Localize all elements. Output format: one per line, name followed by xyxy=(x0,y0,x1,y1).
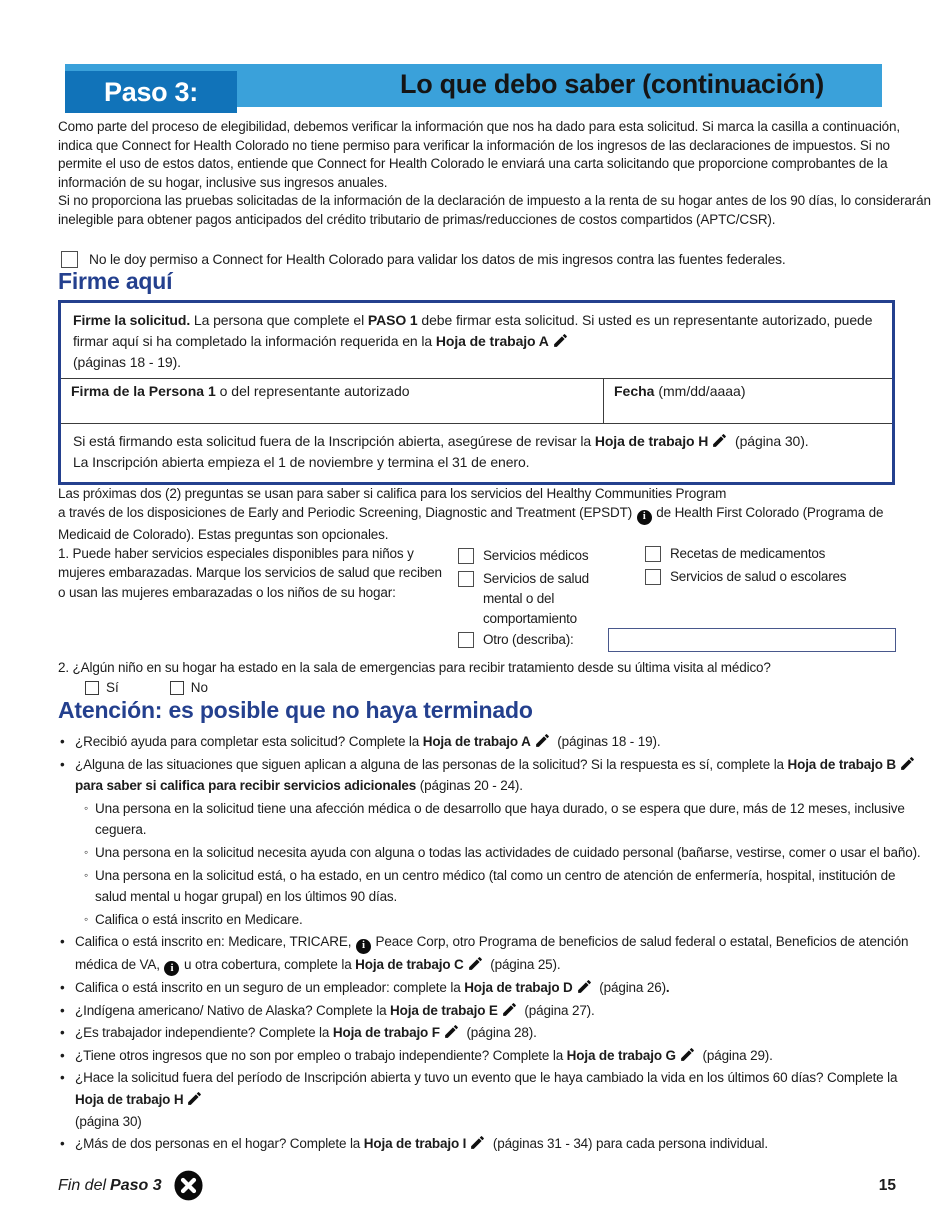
text-run: Hoja de trabajo I xyxy=(363,1136,467,1152)
text-run: ¿Tiene otros ingresos que no son por empleo o trabajo independiente? Complete la xyxy=(75,1047,567,1063)
info-icon: i xyxy=(163,957,180,972)
bullet-marker: • xyxy=(60,756,65,772)
list-item xyxy=(60,1045,922,1067)
intro-paragraph-2: Si no proporciona las pruebas solicitadas de la información de la declaración de impuesto a la renta de su hogar antes de los 90 días, lo considerarán inelegible para obtener pagos anticipados del crédito tributario de primas/reducciones de costos compartidos (APTC/CSR). xyxy=(58,193,931,227)
text-run: o del representante autorizado xyxy=(215,383,410,399)
list-item-text xyxy=(75,977,922,999)
list-item-text xyxy=(75,1133,922,1155)
text-run: (páginas 20 - 24). xyxy=(416,778,523,794)
page-number: 15 xyxy=(878,1176,896,1194)
bullet-marker: ◦ xyxy=(84,800,89,815)
q1-options-column-2 xyxy=(645,544,903,590)
list-item xyxy=(60,931,922,976)
pencil-icon xyxy=(531,734,554,749)
text-run: ¿Alguna de las situaciones que siguen aplican a alguna de las personas de la solicitud? Si la respuesta es sí, complete la xyxy=(75,756,788,772)
text-run: Califica o está inscrito en: Medicare, TRICARE, xyxy=(75,934,355,950)
list-item xyxy=(84,909,922,931)
text-run: Firme la solicitud. xyxy=(73,312,194,328)
open-enrollment-note xyxy=(61,423,892,482)
bullet-marker: ◦ xyxy=(84,867,89,882)
q2-yes-label: Sí xyxy=(106,680,119,695)
question-2-options xyxy=(58,680,938,695)
info-icon: i xyxy=(636,505,653,520)
text-run: Una persona en la solicitud necesita ayuda con alguna o todas las actividades de cuidado personal (bañarse, vestirse, comer o usar el baño). xyxy=(95,844,921,860)
text-run: de Health First Colorado (Programa de Medicaid de Colorado). Estas preguntas son opcionales. xyxy=(58,505,884,542)
bullet-marker: • xyxy=(60,1136,65,1152)
bullet-marker: • xyxy=(60,1047,65,1063)
step-label-box xyxy=(65,71,237,113)
eligibility-intro xyxy=(58,118,936,230)
text-run: La persona que complete el xyxy=(193,312,368,328)
income-consent-row xyxy=(61,251,921,268)
option-label: Servicios médicos xyxy=(483,548,589,563)
text-run: Las próximas dos (2) preguntas se usan para saber si califica para los servicios del Healthy Communities Program xyxy=(58,486,727,501)
list-item-text xyxy=(95,865,922,908)
x-circle-icon xyxy=(173,1170,204,1201)
text-run: Una persona en la solicitud tiene una afección médica o de desarrollo que haya durado, o se espera que dure, más de 12 meses, inclusive ceguera. xyxy=(95,800,905,838)
text-run: ¿Indígena americano/ Nativo de Alaska? Complete la xyxy=(75,1002,391,1018)
signature-box xyxy=(58,300,895,485)
pencil-icon xyxy=(708,433,731,449)
other-option-row xyxy=(458,630,616,650)
q2-no-label: No xyxy=(190,680,209,695)
text-run: Peace Corp, otro Programa de beneficios de salud federal o estatal, Beneficios de atención médica de VA, xyxy=(75,934,909,972)
bullet-marker: • xyxy=(60,1025,65,1041)
text-run: Hoja de trabajo E xyxy=(390,1002,498,1018)
text-run: Si está firmando esta solicitud fuera de la Inscripción abierta, asegúrese de revisar la xyxy=(73,433,595,449)
text-run: (páginas 18 - 19). xyxy=(73,354,181,370)
text-run: (páginas 31 - 34) para cada persona individual. xyxy=(489,1136,768,1152)
pencil-icon xyxy=(896,757,919,772)
checkbox[interactable] xyxy=(458,548,474,564)
checkbox-option xyxy=(458,546,616,566)
list-item-text xyxy=(75,1022,922,1044)
text-run: Hoja de trabajo F xyxy=(332,1025,440,1041)
text-run: (página 26) xyxy=(595,979,666,995)
text-run: Hoja de trabajo B xyxy=(787,756,896,772)
option-label: Servicios de salud mental o del comportamiento xyxy=(483,571,589,626)
pencil-icon xyxy=(676,1048,699,1063)
pencil-icon xyxy=(466,1136,489,1151)
list-item xyxy=(84,798,922,841)
list-item xyxy=(84,842,922,864)
signature-field[interactable] xyxy=(61,379,603,423)
text-run: Hoja de trabajo A xyxy=(422,734,531,749)
list-item-text xyxy=(95,842,922,864)
q1-options-column-1 xyxy=(458,546,616,632)
list-item xyxy=(60,977,922,999)
bullet-marker: • xyxy=(60,1070,65,1086)
text-run: Califica o está inscrito en un seguro de un empleador: complete la xyxy=(75,979,465,995)
income-consent-label: No le doy permiso a Connect for Health Colorado para validar los datos de mis ingresos contra las fuentes federales. xyxy=(89,252,786,267)
question-1-options xyxy=(458,544,938,656)
list-item-text xyxy=(75,1067,922,1132)
other-option-label: Otro (describa): xyxy=(483,632,574,647)
bullet-marker: ◦ xyxy=(84,911,89,926)
text-run: ¿Es trabajador independiente? Complete la xyxy=(75,1025,333,1041)
date-field[interactable] xyxy=(603,379,892,423)
text-run: (página 27). xyxy=(520,1002,595,1018)
bullet-marker: • xyxy=(60,934,65,950)
q2-no-checkbox[interactable] xyxy=(170,681,184,695)
question-1 xyxy=(58,544,938,656)
text-run: Hoja de trabajo A xyxy=(435,333,549,349)
signature-field-label xyxy=(71,383,593,399)
info-icon: i xyxy=(355,934,372,949)
step-banner xyxy=(65,64,882,116)
text-run: (página 28). xyxy=(462,1025,537,1041)
end-of-step-label xyxy=(58,1170,204,1201)
list-item xyxy=(60,731,922,753)
checkbox[interactable] xyxy=(458,571,474,587)
list-item-text xyxy=(95,798,922,841)
option-label: Servicios de salud o escolares xyxy=(670,569,847,584)
other-describe-input[interactable] xyxy=(608,628,896,652)
text-run: Hoja de trabajo H xyxy=(75,1091,184,1107)
question-2 xyxy=(58,658,938,695)
text-run: para saber si califica para recibir servicios adicionales xyxy=(75,778,417,794)
step-label: Paso 3: xyxy=(104,76,198,107)
text-run: PASO 1 xyxy=(367,312,418,328)
text-run: Hoja de trabajo H xyxy=(594,433,709,449)
question-2-text: 2. ¿Algún niño en su hogar ha estado en la sala de emergencias para recibir tratamiento desde su última visita al médico? xyxy=(58,660,771,675)
signature-instructions xyxy=(61,303,892,378)
list-item xyxy=(60,1067,922,1132)
text-run: Califica o está inscrito en Medicare. xyxy=(95,911,303,927)
text-run: (mm/dd/aaaa) xyxy=(654,383,746,399)
date-field-label xyxy=(614,383,882,399)
checkbox-option xyxy=(458,569,616,629)
checkbox-option xyxy=(645,567,903,587)
signature-row xyxy=(61,378,892,423)
bullet-marker: • xyxy=(60,734,65,749)
bullet-marker: ◦ xyxy=(84,844,89,859)
end-of-step-name: Paso 3 xyxy=(110,1176,162,1194)
text-run: Fecha xyxy=(614,383,655,399)
pencil-icon xyxy=(498,1003,521,1018)
list-item xyxy=(60,754,922,797)
text-run: (página 30) xyxy=(75,1113,142,1129)
other-checkbox[interactable] xyxy=(458,632,474,648)
checkbox-option xyxy=(645,544,903,564)
question-1-text: 1. Puede haber servicios especiales disponibles para niños y mujeres embarazadas. Marque los servicios de salud que reciben o usan las mujeres embarazadas o los niños de su hogar: xyxy=(58,546,442,600)
attention-checklist xyxy=(60,731,922,1156)
text-run: . xyxy=(665,979,670,995)
pencil-icon xyxy=(440,1025,463,1040)
pencil-icon xyxy=(464,957,487,972)
text-run: ¿Hace la solicitud fuera del período de Inscripción abierta y tuvo un evento que le haya cambiado la vida en los últimos 60 días? Complete la xyxy=(75,1070,898,1086)
end-of-step-prefix: Fin del xyxy=(58,1176,107,1194)
text-run: (página 29). xyxy=(698,1047,773,1063)
pencil-icon xyxy=(573,980,596,995)
text-run: ¿Recibió ayuda para completar esta solicitud? Complete la xyxy=(75,734,423,749)
list-item-text xyxy=(75,1000,922,1022)
sign-here-heading: Firme aquí xyxy=(58,268,173,294)
q2-yes-checkbox[interactable] xyxy=(85,681,99,695)
pencil-icon xyxy=(549,333,572,349)
text-run: (página 30). xyxy=(731,433,809,449)
text-run: Hoja de trabajo C xyxy=(355,956,464,972)
text-run: Hoja de trabajo D xyxy=(464,979,573,995)
pencil-icon xyxy=(183,1092,206,1107)
checkbox[interactable] xyxy=(645,546,661,562)
text-run: u otra cobertura, complete la xyxy=(180,956,356,972)
text-run: (página 25). xyxy=(486,956,561,972)
bullet-marker: • xyxy=(60,1002,65,1018)
list-item-text xyxy=(75,754,922,797)
list-item-text xyxy=(75,1045,922,1067)
text-run: a través de los disposiciones de Early and Periodic Screening, Diagnostic and Treatment (EPSDT) xyxy=(58,505,636,521)
text-run: debe firmar esta solicitud. Si usted es un representante autorizado, puede firmar aquí si ha completado la información requerida en la xyxy=(73,312,873,349)
step-banner-title: Lo que debo saber (continuación) xyxy=(400,69,824,99)
option-label: Recetas de medicamentos xyxy=(670,546,826,561)
list-item xyxy=(60,1000,922,1022)
list-item-text xyxy=(75,731,922,753)
checkbox[interactable] xyxy=(645,569,661,585)
list-item-text xyxy=(75,931,922,976)
text-run: Una persona en la solicitud está, o ha estado, en un centro médico (tal como un centro de atención de enfermería, hospital, institución de salud mental u hogar grupal) en los últimos 90 días. xyxy=(95,867,896,905)
list-item xyxy=(84,865,922,908)
epsdt-paragraph xyxy=(58,484,938,544)
income-consent-checkbox[interactable] xyxy=(61,251,78,268)
intro-paragraph-1: Como parte del proceso de elegibilidad, debemos verificar la información que nos ha dado para esta solicitud. Si marca la casilla a continuación, indica que Connect for Health Colorado no tiene permiso para verificar la información de los ingresos de las declaraciones de impuestos. Si no permite el uso de estos datos, entiende que Connect for Health Colorado le enviará una carta solicitando que proporcione comprobantes de la información de su hogar, inclusive sus ingresos anuales. xyxy=(58,119,900,190)
list-item xyxy=(60,1022,922,1044)
text-run: ¿Más de dos personas en el hogar? Complete la xyxy=(75,1136,364,1152)
text-run: Hoja de trabajo G xyxy=(566,1047,676,1063)
text-run: La Inscripción abierta empieza el 1 de noviembre y termina el 31 de enero. xyxy=(73,454,530,470)
list-item-text xyxy=(95,909,922,931)
attention-heading: Atención: es posible que no haya terminado xyxy=(58,697,533,723)
page-footer xyxy=(58,1170,896,1201)
bullet-marker: • xyxy=(60,979,65,995)
list-item xyxy=(60,1133,922,1155)
text-run: (páginas 18 - 19). xyxy=(553,734,661,749)
text-run: Firma de la Persona 1 xyxy=(71,383,216,399)
